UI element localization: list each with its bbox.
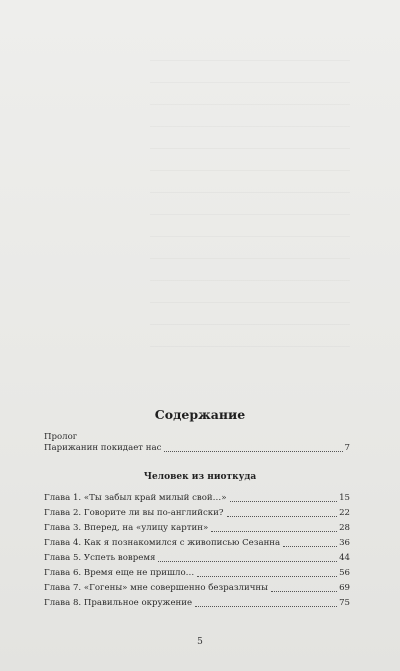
prologue-heading: Пролог xyxy=(44,432,78,442)
toc-entry-chapter-4 xyxy=(44,538,350,549)
toc-entry-chapter-8 xyxy=(44,598,350,609)
toc-entry-page: 36 xyxy=(339,538,350,548)
toc-entry-label: Глава 2. Говорите ли вы по-английски? xyxy=(44,508,224,518)
toc-entry-label: Глава 4. Как я познакомился с живописью Сезанна xyxy=(44,538,281,548)
toc-entry-page: 75 xyxy=(339,598,350,608)
toc-entry-label: Парижанин покидает нас xyxy=(44,443,162,453)
toc-entry-page: 7 xyxy=(344,443,350,453)
toc-entry-chapter-1 xyxy=(44,493,350,504)
toc-entry-label: Глава 7. «Гогены» мне совершенно безразличны xyxy=(44,583,268,593)
toc-entry-page: 56 xyxy=(339,568,350,578)
dot-leader xyxy=(271,590,337,592)
dot-leader xyxy=(283,545,337,547)
toc-entry-label: Глава 1. «Ты забыл край милый свой…» xyxy=(44,493,227,503)
show-through-text xyxy=(150,60,350,360)
dot-leader xyxy=(195,605,337,607)
toc-entry-label: Глава 6. Время еще не пришло… xyxy=(44,568,195,578)
toc-entry-page: 69 xyxy=(339,583,350,593)
dot-leader xyxy=(197,575,337,577)
toc-entry-chapter-6 xyxy=(44,568,350,579)
toc-entry-label: Глава 5. Успеть вовремя xyxy=(44,553,156,563)
toc-entry-page: 28 xyxy=(339,523,350,533)
dot-leader xyxy=(227,515,338,517)
toc-entry-page: 22 xyxy=(339,508,350,518)
toc-entry-chapter-7 xyxy=(44,583,350,594)
toc-entry-page: 44 xyxy=(339,553,350,563)
toc-title: Содержание xyxy=(154,407,246,422)
toc-entry-chapter-5 xyxy=(44,553,350,564)
toc-entry-label: Глава 8. Правильное окружение xyxy=(44,598,193,608)
dot-leader xyxy=(164,450,342,452)
section-title: Человек из ниоткуда xyxy=(143,472,257,482)
toc-entry-chapter-2 xyxy=(44,508,350,519)
toc-entry-page: 15 xyxy=(339,493,350,503)
page-number: 5 xyxy=(197,637,203,647)
dot-leader xyxy=(211,530,337,532)
toc-entry-label: Глава 3. Вперед, на «улицу картин» xyxy=(44,523,209,533)
dot-leader xyxy=(230,500,338,502)
toc-entry-prologue xyxy=(44,443,350,454)
toc-entry-chapter-3 xyxy=(44,523,350,534)
dot-leader xyxy=(158,560,337,562)
